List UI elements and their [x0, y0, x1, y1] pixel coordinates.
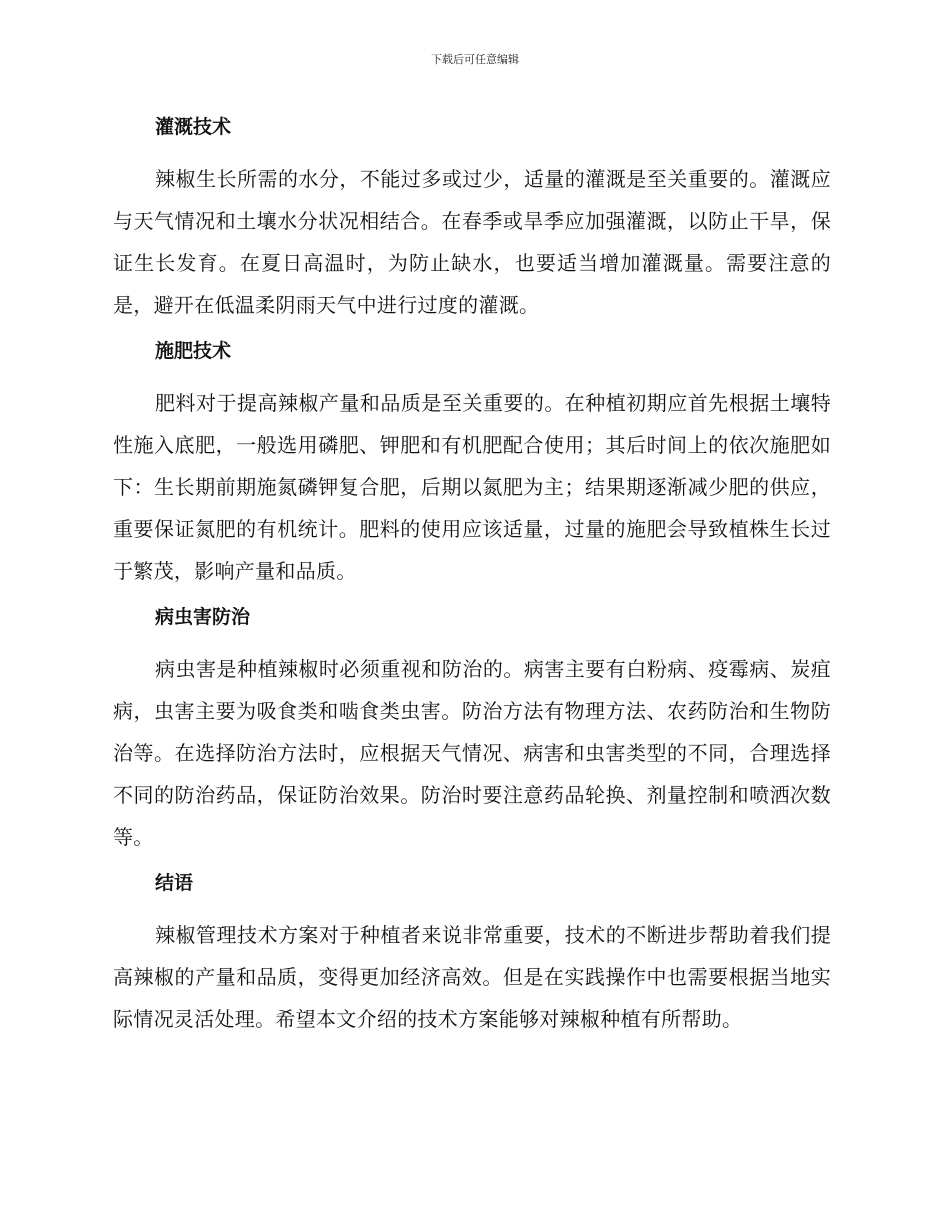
document-body: [113, 110, 831, 1048]
section-irrigation: [113, 110, 831, 326]
section-paragraph: 病虫害是种植辣椒时必须重视和防治的。病害主要有白粉病、疫霉病、炭疽病，虫害主要为吸食类和啮食类虫害。防治方法有物理方法、农药防治和生物防治等。在选择防治方法时，应根据天气情况、病害和虫害类型的不同，合理选择不同的防治药品，保证防治效果。防治时要注意药品轮换、剂量控制和喷洒次数等。: [113, 657, 831, 849]
page-header: 下载后可任意编辑: [431, 53, 519, 66]
section-conclusion: [113, 866, 831, 1040]
section-heading: 灌溉技术: [155, 116, 232, 138]
section-paragraph: 肥料对于提高辣椒产量和品质是至关重要的。在种植初期应首先根据土壤特性施入底肥，一般选用磷肥、钾肥和有机肥配合使用；其后时间上的依次施肥如下：生长期前期施氮磷钾复合肥，后期以氮肥为主；结果期逐渐减少肥的供应，重要保证氮肥的有机统计。肥料的使用应该适量，过量的施肥会导致植株生长过于繁茂，影响产量和品质。: [113, 391, 831, 583]
section-pest-control: [113, 600, 831, 858]
section-paragraph: 辣椒生长所需的水分，不能过多或过少，适量的灌溉是至关重要的。灌溉应与天气情况和土壤水分状况相结合。在春季或旱季应加强灌溉，以防止干旱，保证生长发育。在夏日高温时，为防止缺水，也要适当增加灌溉量。需要注意的是，避开在低温柔阴雨天气中进行过度的灌溉。: [113, 167, 831, 317]
section-fertilization: [113, 334, 831, 592]
section-heading: 施肥技术: [155, 340, 232, 362]
section-heading: 病虫害防治: [155, 606, 251, 628]
section-heading: 结语: [155, 872, 194, 894]
section-paragraph: 辣椒管理技术方案对于种植者来说非常重要，技术的不断进步帮助着我们提高辣椒的产量和品质，变得更加经济高效。但是在实践操作中也需要根据当地实际情况灵活处理。希望本文介绍的技术方案能够对辣椒种植有所帮助。: [113, 923, 831, 1031]
